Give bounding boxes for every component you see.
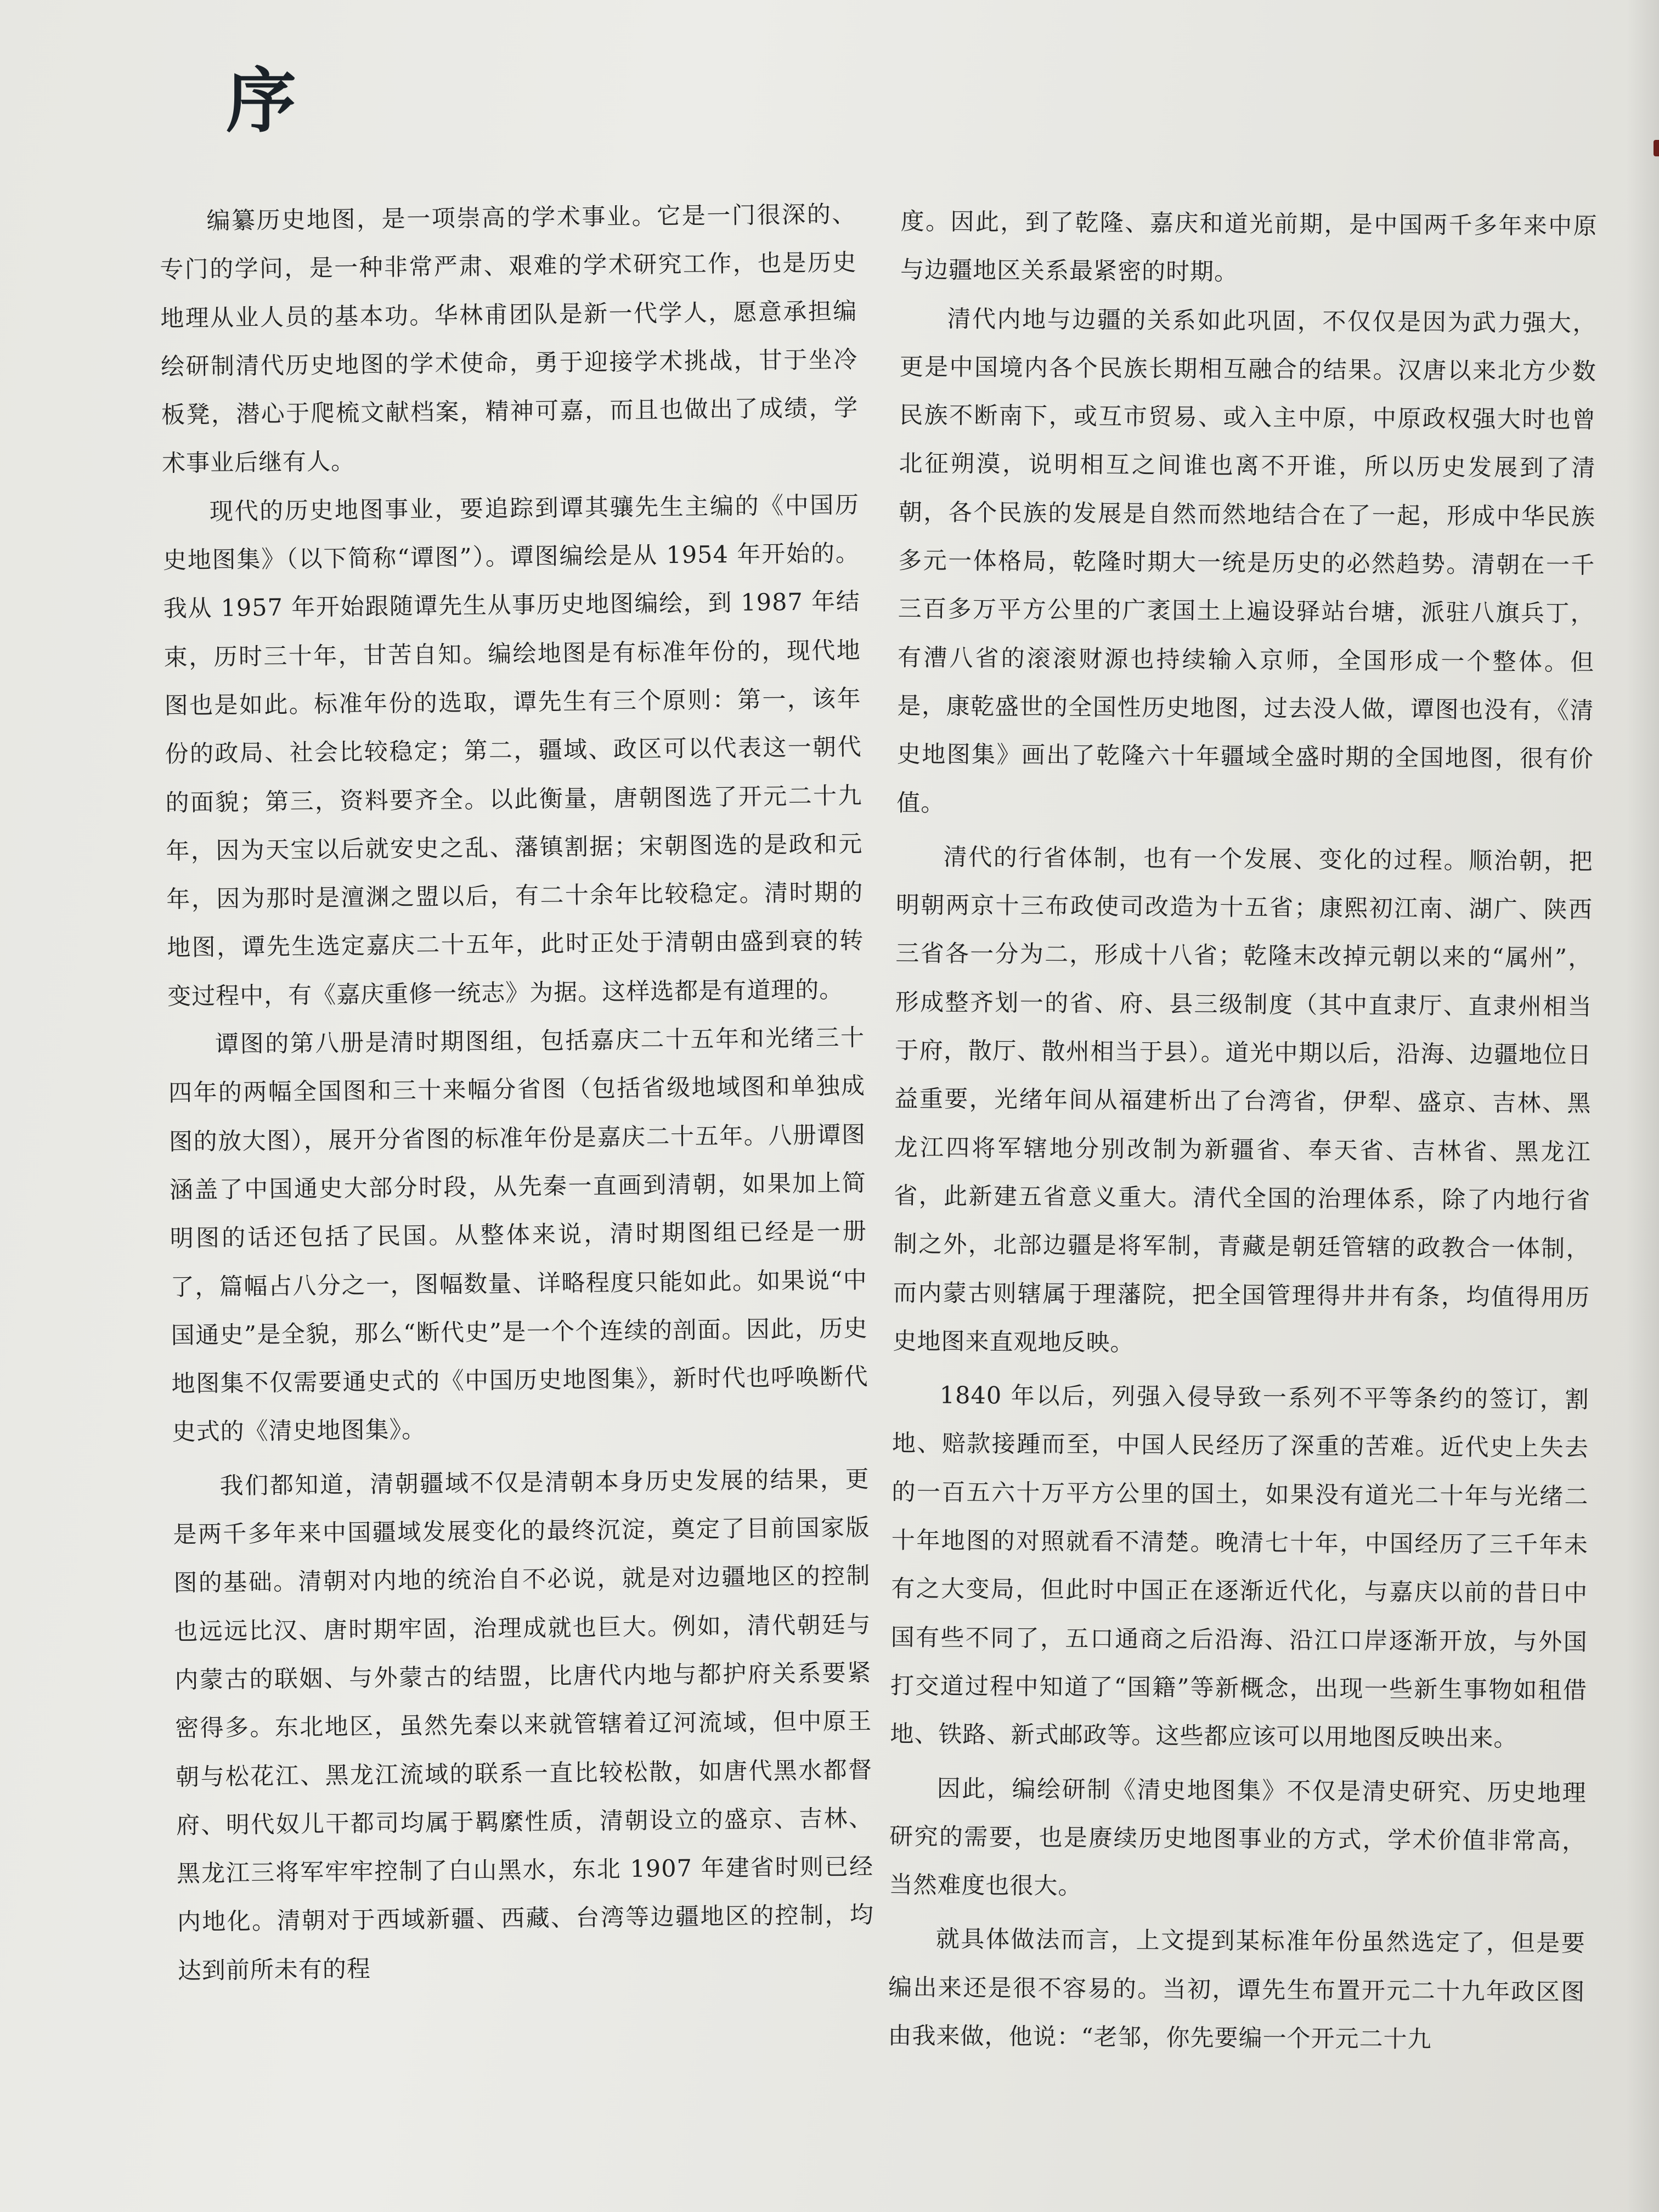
paragraph: 因此，编绘研制《清史地图集》不仅是清史研究、历史地理研究的需要，也是赓续历史地图事业的方式，学术价值非常高，当然难度也很大。 <box>889 1775 1587 1900</box>
paragraph: 清代的行省体制，也有一个发展、变化的过程。顺治朝，把明朝两京十三布政使司改造为十五省；康熙初江南、湖广、陕西三省各一分为二，形成十八省；乾隆末改掉元朝以来的“属州”，形成整齐划一的省、府、县三级制度（其中直隶厅、直隶州相当于府，散厅、散州相当于县）。道光中期以后，沿海、边疆地位日益重要，光绪年间从福建析出了台湾省，伊犁、盛京、吉林、黑龙江四将军辖地分别改制为新疆省、奉天省、吉林省、黑龙江省，此新建五省意义重大。清代全国的治理体系，除了内地行省制之外，北部边疆是将军制，青藏是朝廷管辖的政教合一体制，而内蒙古则辖属于理藩院，把全国管理得井井有条，均值得用历史地图来直观地反映。 <box>893 843 1593 1357</box>
paragraph: 现代的历史地图事业，要追踪到谭其骧先生主编的《中国历史地图集》（以下简称“谭图”）。谭图编绘是从 1954 年开始的。我从 1957 年开始跟随谭先生从事历史地图编绘，到 1987 年结束，历时三十年，甘苦自知。编绘地图是有标准年份的，现代地图也是如此。标准年份的选取，谭先生有三个原则：第一，该年份的政局、社会比较稳定；第二，疆域、政区可以代表这一朝代的面貌；第三，资料要齐全。以此衡量，唐朝图选了开元二十九年，因为天宝以后就安史之乱、藩镇割据；宋朝图选的是政和元年，因为那时是澶渊之盟以后，有二十余年比较稳定。清时期的地图，谭先生选定嘉庆二十五年，此时正处于清朝由盛到衰的转变过程中，有《嘉庆重修一统志》为据。这样选都是有道理的。 <box>162 491 864 1011</box>
left-text-column <box>159 190 874 1995</box>
page-edge-shadow <box>1626 0 1659 2212</box>
paragraph: 我们都知道，清朝疆域不仅是清朝本身历史发展的结果，更是两千多年来中国疆域发展变化的最终沉淀，奠定了目前国家版图的基础。清朝对内地的统治自不必说，就是对边疆地区的控制也远远比汉、唐时期牢固，治理成就也巨大。例如，清代朝廷与内蒙古的联姻、与外蒙古的结盟，比唐代内地与都护府关系要紧密得多。东北地区，虽然先秦以来就管辖着辽河流域，但中原王朝与松花江、黑龙江流域的联系一直比较松散，如唐代黑水都督府、明代奴儿干都司均属于羁縻性质，清朝设立的盛京、吉林、黑龙江三将军牢牢控制了白山黑水，东北 1907 年建省时则已经内地化。清朝对于西域新疆、西藏、台湾等边疆地区的控制，均达到前所未有的程 <box>173 1465 874 1985</box>
paragraph: 清代内地与边疆的关系如此巩固，不仅仅是因为武力强大，更是中国境内各个民族长期相互融合的结果。汉唐以来北方少数民族不断南下，或互市贸易、或入主中原，中原政权强大时也曾北征朔漠，说明相互之间谁也离不开谁，所以历史发展到了清朝，各个民族的发展是自然而然地结合在了一起，形成中华民族多元一体格局，乾隆时期大一统是历史的必然趋势。清朝在一千三百多万平方公里的广袤国土上遍设驿站台塘，派驻八旗兵丁，有漕八省的滚滚财源也持续输入京师，全国形成一个整体。但是，康乾盛世的全国性历史地图，过去没人做，谭图也没有，《清史地图集》画出了乾隆六十年疆域全盛时期的全国地图，很有价值。 <box>896 305 1597 817</box>
paragraph: 1840 年以后，列强入侵导致一系列不平等条约的签订，割地、赔款接踵而至，中国人民经历了深重的苦难。近代史上失去的一百五六十万平方公里的国土，如果没有道光二十年与光绪二十年地图的对照就看不清楚。晚清七十年，中国经历了三千年未有之大变局，但此时中国正在逐渐近代化，与嘉庆以前的昔日中国有些不同了，五口通商之后沿海、沿江口岸逐渐开放，与外国打交道过程中知道了“国籍”等新概念，出现一些新生事物如租借地、铁路、新式邮政等。这些都应该可以用地图反映出来。 <box>890 1381 1589 1753</box>
page-title: 序 <box>226 60 299 142</box>
paragraph: 谭图的第八册是清时期图组，包括嘉庆二十五年和光绪三十四年的两幅全国图和三十来幅分省图（包括省级地域图和单独成图的放大图），展开分省图的标准年份是嘉庆二十五年。八册谭图涵盖了中国通史大部分时段，从先秦一直画到清朝，如果加上简明图的话还包括了民国。从整体来说，清时期图组已经是一册了，篇幅占八分之一，图幅数量、详略程度只能如此。如果说“中国通史”是全貌，那么“断代史”是一个个连续的剖面。因此，历史地图集不仅需要通史式的《中国历史地图集》，新时代也呼唤断代史式的《清史地图集》。 <box>168 1024 868 1447</box>
right-text-column <box>888 198 1598 2065</box>
paragraph: 就具体做法而言，上文提到某标准年份虽然选定了，但是要编出来还是很不容易的。当初，谭先生布置开元二十九年政区图由我来做，他说：“老邹，你先要编一个开元二十九 <box>888 1925 1585 2053</box>
paragraph: 编纂历史地图，是一项崇高的学术事业。它是一门很深的、专门的学问，是一种非常严肃、艰难的学术研究工作，也是历史地理从业人员的基本功。华林甫团队是新一代学人，愿意承担编绘研制清代历史地图的学术使命，勇于迎接学术挑战，甘于坐冷板凳，潜心于爬梳文献档案，精神可嘉，而且也做出了成绩，学术事业后继有人。 <box>160 200 859 478</box>
bookmark-tab <box>1654 140 1659 156</box>
paragraph-continued: 度。因此，到了乾隆、嘉庆和道光前期，是中国两千多年来中原与边疆地区关系最紧密的时期。 <box>900 207 1598 286</box>
